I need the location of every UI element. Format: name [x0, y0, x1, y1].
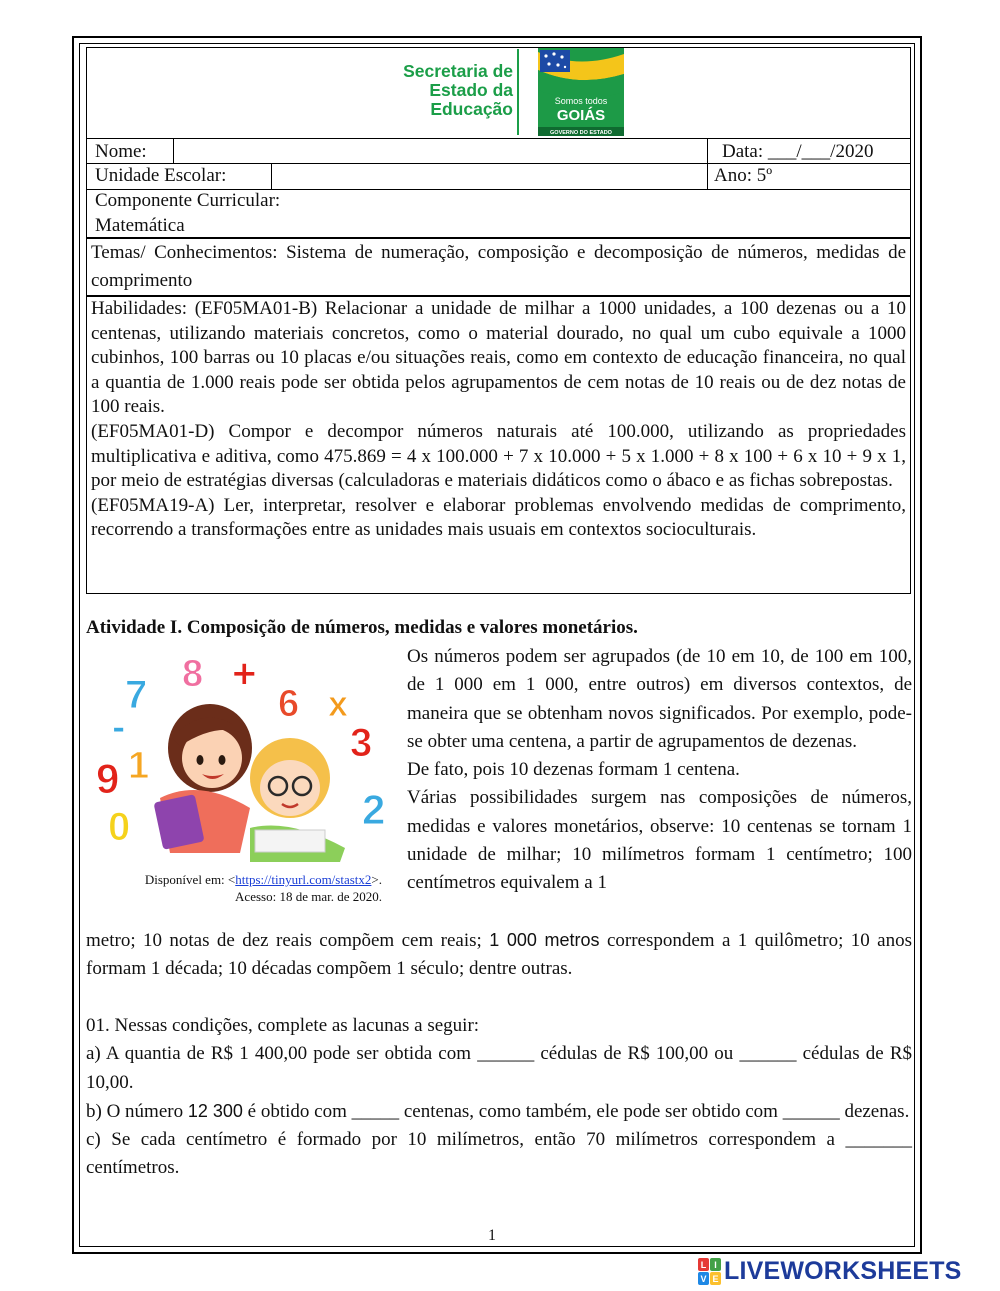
habilidades-2: (EF05MA01-D) Compor e decompor números naturais até 100.000, utilizando as propriedades multiplicativa e aditiva, como 475.869 = 4 x 100.000 + 7 x 10.000 + 5 x 1.000 + 8 x 100 + 6 x 10 + 9 x 1, por meio de estratégias diversas (calculadoras e materiais didáticos como o ábaco e as fichas sobrepostas.	[91, 420, 906, 492]
activity-title: Atividade I. Composição de números, medidas e valores monetários.	[86, 617, 638, 638]
unidade-field[interactable]	[271, 164, 272, 189]
brand-letter-e: E	[712, 1274, 719, 1284]
brand-text: LIVEWORKSHEETS	[724, 1257, 962, 1285]
ano-cell	[707, 164, 708, 189]
row-nome	[86, 138, 911, 164]
ano-label: Ano: 5º	[714, 165, 773, 186]
question-intro: 01. Nessas condições, complete as lacunas a seguir:	[86, 1015, 480, 1036]
questions-block	[86, 1012, 912, 1183]
plus-sign: +	[232, 650, 257, 697]
digit-0: 0	[108, 805, 131, 849]
blank-a1[interactable]: ______	[477, 1043, 535, 1065]
digit-1: 1	[128, 745, 150, 787]
secretaria-line3: Educação	[430, 99, 513, 119]
digit-3: 3	[350, 721, 373, 765]
liveworksheets-icon	[698, 1258, 722, 1286]
secretaria-line1: Secretaria de	[403, 61, 513, 81]
nome-label: Nome:	[95, 141, 147, 162]
digit-2: 2	[362, 786, 386, 833]
page-number: 1	[488, 1227, 496, 1244]
habilidades-3: (EF05MA19-A) Ler, interpretar, resolver e elaborar problemas envolvendo medidas de comprimento, recorrendo a transformações entre as unidades mais usuais em contextos socioculturais.	[91, 494, 906, 541]
goias-logo	[538, 48, 624, 136]
goias-big: GOIÁS	[556, 107, 606, 124]
image-caption	[86, 871, 382, 905]
componente-value: Matemática	[95, 215, 185, 236]
activity-p2: De fato, pois 10 dezenas formam 1 centena.	[407, 759, 740, 781]
brand-letter-i: I	[714, 1260, 717, 1270]
nome-field[interactable]	[173, 139, 174, 163]
logo-divider	[517, 49, 519, 135]
question-c: c) Se cada centímetro é formado por 10 milímetros, então 70 milímetros correspondem a _______ centímetros.	[86, 1129, 912, 1179]
blank-c[interactable]: _______	[845, 1129, 912, 1151]
data-label: Data: ___/___/2020	[722, 141, 874, 162]
blank-b1[interactable]: _____	[351, 1100, 400, 1122]
row-componente	[86, 189, 911, 238]
blank-b2[interactable]: ______	[782, 1100, 840, 1122]
activity-continuation	[86, 926, 912, 984]
row-habilidades	[86, 296, 911, 594]
secretaria-line2: Estado da	[429, 80, 513, 100]
componente-label: Componente Curricular:	[95, 190, 281, 211]
goias-small: Somos todos	[554, 96, 608, 106]
minus-sign: -	[112, 705, 126, 749]
digit-8: 8	[182, 653, 204, 695]
digit-7: 7	[125, 673, 148, 717]
caption-prefix: Disponível em: <	[144, 872, 236, 887]
temas-text: Temas/ Conhecimentos: Sistema de numeração, composição e decomposição de números, medidas de comprimento	[91, 242, 906, 291]
question-a: a) A quantia de R$ 1 400,00 pode ser obtida com ______ cédulas de R$ 100,00 ou ______ cédulas de R$ 10,00.	[86, 1043, 912, 1093]
activity-p1: Os números podem ser agrupados (de 10 em 10, de 100 em 100, de 1 000 em 1 000, entre outros) em diversos contextos, de maneira que se obtenham novos significados. Por exemplo, pode-se obter uma centena, a partir de agrupamentos de dezenas.	[407, 646, 912, 752]
habilidades-1: Habilidades: (EF05MA01-B) Relacionar a unidade de milhar a 1000 unidades, a 100 dezenas ou a 10 centenas, utilizando materiais concretos, como o material dourado, no qual um cubo equivale a 1000 cubinhos, 100 barras ou 10 placas e/ou situações reais, como em contexto de educação financeira, no qual a quantia de 1.000 reais pode ser obtida pelos agrupamentos de cem notas de 10 reais ou de dez notas de 100 reais.	[91, 298, 906, 418]
brand-letter-l: L	[700, 1260, 707, 1270]
question-b: b) O número 12 300 é obtido com _____ centenas, como também, ele pode ser obtido com ______ dezenas.	[86, 1100, 910, 1122]
unidade-label: Unidade Escolar:	[95, 165, 227, 186]
row-unidade	[86, 164, 911, 190]
caption-link[interactable]: https://tinyurl.com/stastx2	[235, 872, 372, 887]
digit-6: 6	[278, 683, 300, 725]
kids-reading-illustration	[96, 648, 390, 868]
data-cell	[707, 139, 708, 163]
secretaria-logo	[373, 62, 513, 119]
activity-p3: Várias possibilidades surgem nas composições de números, medidas e valores monetários, observe: 10 centenas se tornam 1 unidade de milhar; 10 milímetros formam 1 centímetro; 100 centímetros equivalem a 1	[407, 787, 912, 894]
activity-p4-num: 1 000 metros	[489, 930, 600, 950]
question-b-number: 12 300	[187, 1100, 243, 1121]
times-sign: x	[328, 683, 349, 724]
blank-a2[interactable]: ______	[739, 1043, 797, 1065]
caption-access-date: Acesso: 18 de mar. de 2020.	[235, 889, 382, 904]
activity-right-column	[407, 643, 912, 898]
activity-p4-a: metro; 10 notas de dez reais compõem cem reais;	[86, 930, 482, 951]
goias-foot: GOVERNO DO ESTADO	[550, 130, 612, 136]
row-temas	[86, 238, 911, 296]
activity-p4-b: correspondem a 1 quilômetro; 10 anos formam 1 década; 10 décadas compõem 1 século; dentre outras.	[86, 930, 912, 980]
caption-suffix: >.	[371, 872, 382, 887]
digit-9: 9	[96, 755, 120, 802]
brand-letter-v: V	[700, 1274, 707, 1284]
